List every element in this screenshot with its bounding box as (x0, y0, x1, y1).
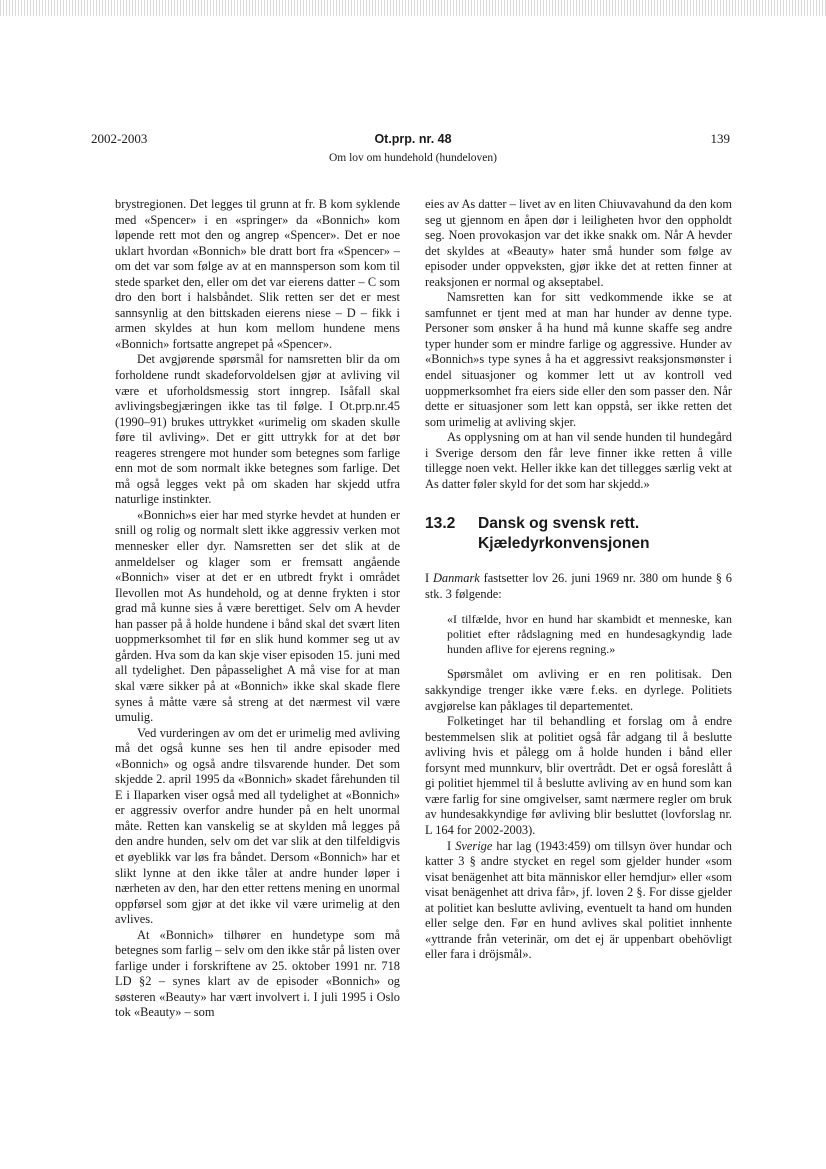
section-number: 13.2 (425, 515, 456, 533)
paragraph: Det avgjørende spørsmål for namsretten blir da om forholdene rundt skadeforvoldelsen gjør at avliving vil være et uforholdsmessig stort inngrep. Isåfall skal avlivingsbegjæringen ikke tas til følge. I Ot.prp.nr.45 (1990–91) brukes uttrykket «urimelig om skaden skulle føre til avliving». Det er gitt uttrykk for at det bør reageres strengere mot hunder som betegnes som farlige enn mot de som normalt ikke betegnes som farlige. Det må også legges vekt på om skaden har skjedd utfra naturlige instinkter. (115, 352, 400, 507)
sweden-rest: har lag (1943:459) om tillsyn över hundar och katter 3 § andre stycket en regel som gjelder hunder «som visat benägenhet att bita människor eller hemdjur» eller «som visat benägenhet att driva får», jf. loven 2 §. For disse gjelder at politiet kan beslutte avliving, eventuelt ta hand om hunden eller selge den. Før en hund avlives skal politiet innhente «yttrande från veterinär, om det ej är uppenbart obehövligt eller fara i dröjsmål». (425, 838, 732, 962)
paragraph: «Bonnich»s eier har med styrke hevdet at hunden er snill og rolig og normalt slett ikke aggressiv verken mot mennesker eller dyr. Namsretten ser det slik at de anmeldelser og klager som er fremsatt angående «Bonnich» viser at det er en utbredt frykt i området Ilevollen mot As hundehold, og at denne frykten i stor grad må kunne sies å være berettiget. Selv om A hevder han passer på å holde hundene i bånd skal det svært liten uoppmerksomhet til før en slik hund kommer seg ut av gården. Hva som da kan skje viser episoden 15. juni med all tydelighet. Den påpasselighet A må vise for at man skal være sikker på at «Bonnich» ikke skal skade flere synes å måtte være så streng at det nærmest vil være umulig. (115, 507, 400, 725)
section-heading (425, 514, 732, 554)
paragraph: At «Bonnich» tilhører en hundetype som må betegnes som farlig – selv om den ikke står på listen over farlige under i forskriftene av 25. oktober 1991 nr. 718 LD §2 – synes klart av de episoder «Bonnich» og søsteren «Beauty» har vært involvert i. I juli 1995 i Oslo tok «Beauty» – som (115, 927, 400, 1020)
paragraph: Folketinget har til behandling et forslag om å endre bestemmelsen slik at politiet også får adgang til å beslutte avliving hvis et pålegg om å holde hunden i bånd eller forsynt med munnkurv, blir overtrådt. Det er også foreslått å gi politiet hjemmel til å beslutte avliving av en hund som kan være farlig for sine omgivelser, samt nærmere regler om bruk av hundesakkyndige før avliving blir besluttet (lovforslag nr. L 164 for 2002-2003). (425, 714, 732, 837)
paragraph: brystregionen. Det legges til grunn at fr. B kom syklende med «Spencer» i en «springer» da «Bonnich» kom løpende rett mot den og angrep «Spencer». Det er noe uklart hvordan «Bonnich» ble dratt bort fra «Spencer» – om det var som følge av at en mannsperson som kom til stede sparket den, eller om det var eierens datter – C som dro den bort i halsbåndet. Slik retten ser det er mest sannsynlig at den bittskaden eierens niese – D – fikk i armen skyldes at hun kom mellom hundene mens «Bonnich» fortsatte angrepet på «Spencer». (115, 197, 400, 351)
header-years: 2002-2003 (91, 131, 148, 146)
header-doc-title: Ot.prp. nr. 48 (374, 132, 452, 146)
right-column (425, 197, 732, 963)
sweden-prefix: I (447, 838, 456, 853)
block-quote (447, 612, 732, 657)
country-denmark: Danmark (432, 571, 480, 586)
paragraph: As opplysning om at han vil sende hunden til hundegård i Sverige dersom den får leve finner ikke retten å ville tillegge noen vekt. Heller ikke kan det tillegges særlig vekt at As datter føler skyld for det som har skjedd.» (425, 430, 732, 491)
paragraph: Namsretten kan for sitt vedkommende ikke se at samfunnet er tjent med at man har hunder av denne type. Personer som ønsker å ha hund må kunne skaffe seg andre typer hunder som er mindre farlige og aggressive. Hunder av «Bonnich»s type synes å ha et aggressivt reaksjonsmønster i endel situasjoner og kommer lett ut av kontroll ved uoppmerksomhet fra eiers side eller den som passer den. Når dette er situasjoner som lett kan oppstå, ser ikke retten det som urimelig at avliving skjer. (425, 290, 732, 429)
section-title: Dansk og svensk rett. Kjæledyrkonvensjonen (478, 515, 650, 553)
paragraph-intro (425, 571, 732, 602)
page-number: 139 (710, 131, 730, 146)
left-column (115, 197, 400, 1021)
paragraph: Ved vurderingen av om det er urimelig med avliving må det også kunne ses hen til andre episoder med «Bonnich» og også andre tilsvarende hunder. Det som skjedde 2. april 1995 da «Bonnich» skadet fårehunden til E i Ilaparken viser også med all tydelighet at «Bonnich» er aggressiv overfor andre hunder på en helt unormal måte. Retten kan vanskelig se at skylden må legges på den andre hunden, selv om det var slik at den tilfeldigvis et øyeblikk var løs fra båndet. Dersom «Bonnich» har et slikt lynne at den ikke tåler at andre hunder løper i nærheten av den, har den etter rettens mening en unormal oppførsel som gjør at det ikke vil være urimelig at den avlives. (115, 725, 400, 927)
intro-rest: fastsetter lov 26. juni 1969 nr. 380 om hunde § 6 stk. 3 følgende: (425, 571, 732, 601)
quote-text: «I tilfælde, hvor en hund har skambidt et menneske, kan politiet efter rådslagning med en hundesagkyndig lade hunden aflive for ejerens regning.» (447, 612, 732, 657)
header-doc-subtitle: Om lov om hundehold (hundeloven) (328, 152, 497, 164)
paragraph-sweden (425, 839, 732, 963)
scan-artifact (0, 0, 826, 16)
paragraph: eies av As datter – livet av en liten Chiuvavahund da den kom seg ut gjennom en åpen dør i leiligheten hvor den oppholdt seg. Noen provokasjon var det ikke snakk om. Når A hevder det skyldes at «Beauty» hater små hunder som følge av episoder under oppveksten, gjør ikke det at retten finner at reaksjonen er normal og akseptabel. (425, 197, 732, 289)
country-sweden: Sverige (455, 838, 493, 853)
intro-prefix: I (425, 571, 433, 586)
paragraph: Spørsmålet om avliving er en ren politisak. Den sakkyndige trenger ikke være f.eks. en dyrlege. Politiets avgjørelse kan påklages til departementet. (425, 667, 732, 713)
